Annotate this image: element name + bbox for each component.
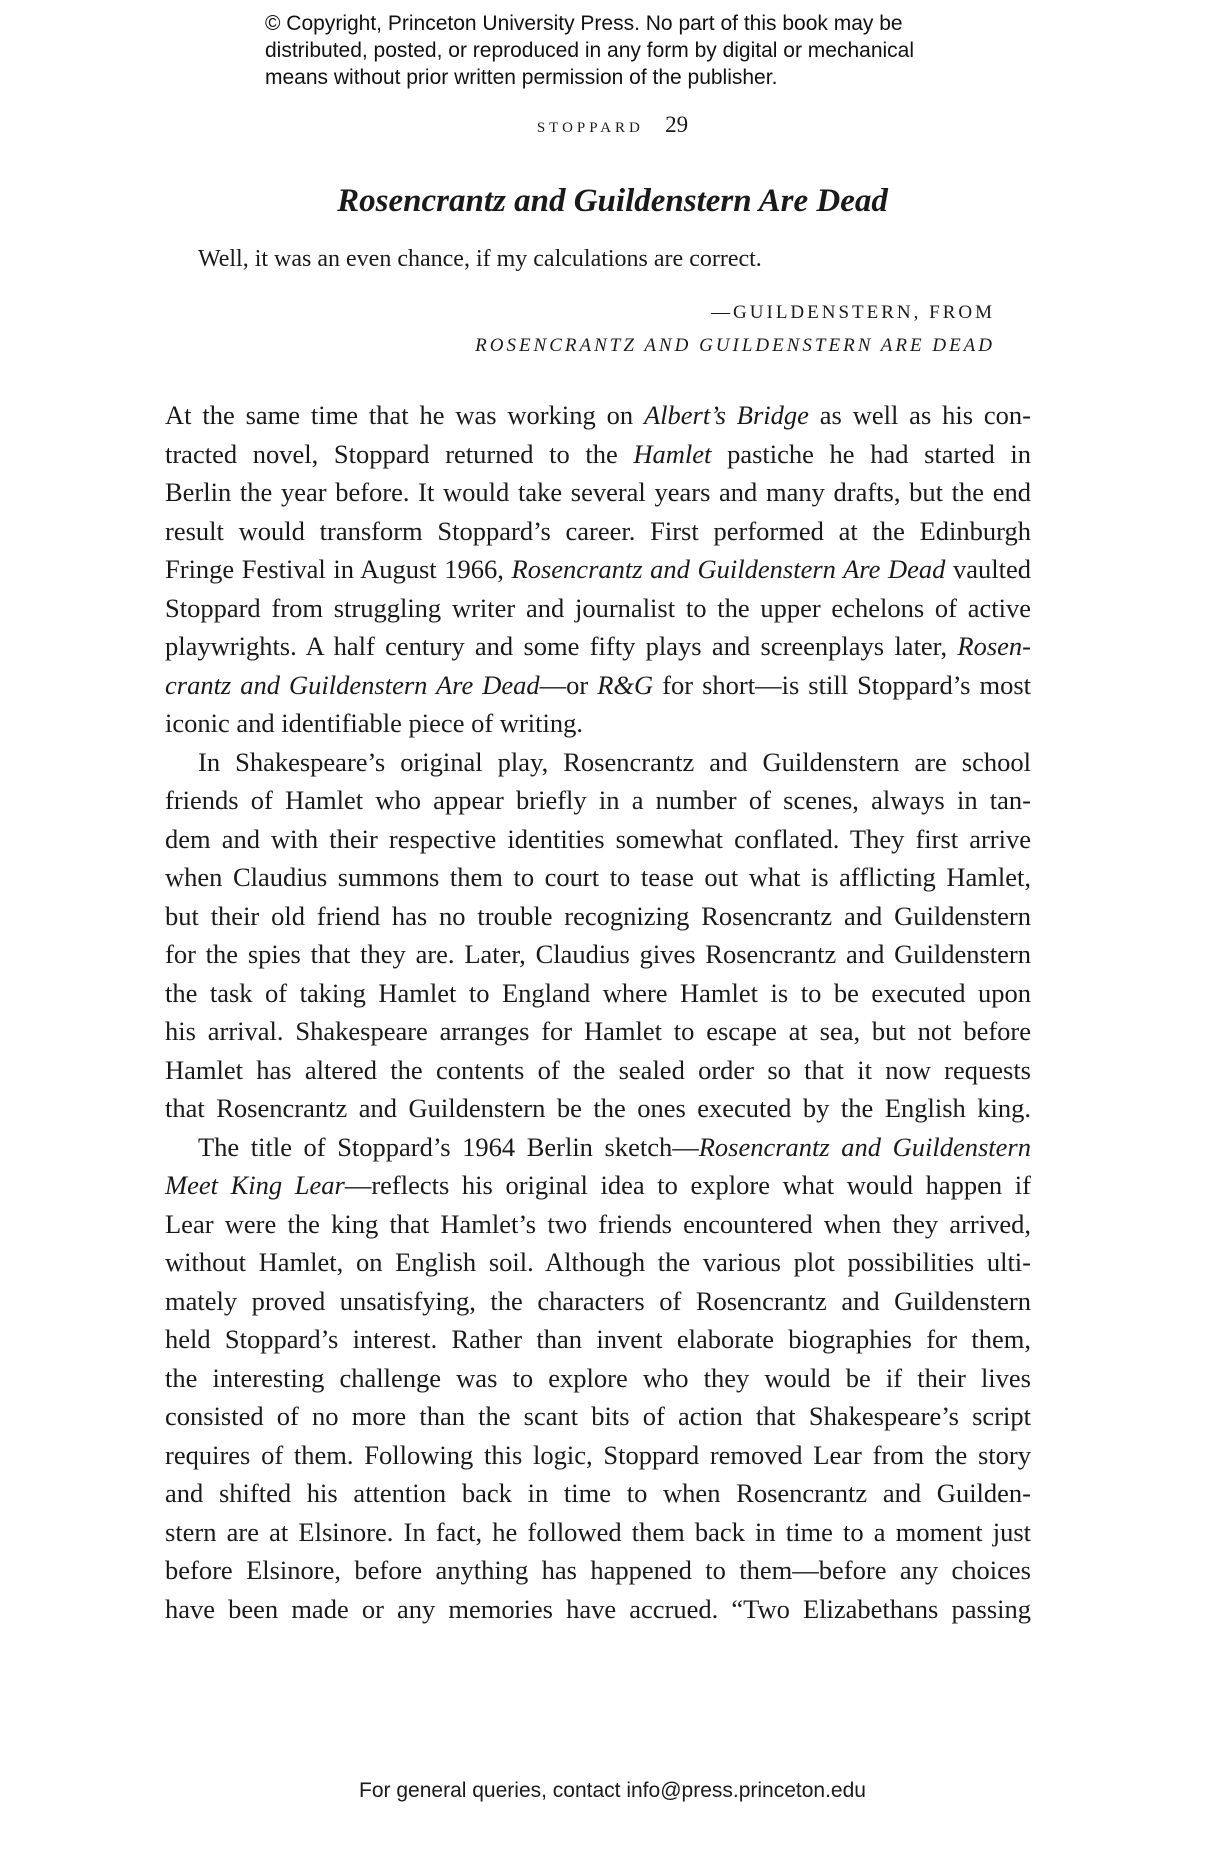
chapter-title: Rosencrantz and Guildenstern Are Dead [337,183,888,219]
body-line: The title of Stoppard’s 1964 Berlin sketch—Rosencrantz and Guildenstern [198,1131,1031,1162]
epigraph-quote: Well, it was an even chance, if my calculations are correct. [198,246,762,272]
copyright-notice [265,10,1025,91]
body-line: consisted of no more than the scant bits of action that Shakespeare’s script [165,1401,1031,1431]
body-line: Fringe Festival in August 1966, Rosencrantz and Guildenstern Are Dead vaulted [165,554,1031,584]
body-line: Lear were the king that Hamlet’s two friends encountered when they arrived, [165,1208,1031,1239]
body-line: requires of them. Following this logic, Stoppard removed Lear from the story [165,1439,1031,1470]
body-line: but their old friend has no trouble recognizing Rosencrantz and Guildenstern [165,900,1031,931]
footer-contact: For general queries, contact info@press.princeton.edu [359,1779,866,1802]
copyright-line: means without prior written permission of the publisher. [265,66,778,89]
running-head-title: stoppard [536,112,644,137]
body-line: result would transform Stoppard’s career. First performed at the Edinburgh [165,515,1031,546]
body-line: have been made or any memories have accrued. “Two Elizabethans passing [165,1593,1031,1624]
body-line: the task of taking Hamlet to England where Hamlet is to be executed upon [165,977,1031,1008]
body-line: the interesting challenge was to explore who they would be if their lives [165,1362,1031,1393]
attribution-speaker: —GUILDENSTERN, FROM [711,302,995,323]
copyright-line: © Copyright, Princeton University Press. No part of this book may be [265,12,903,35]
body-line: that Rosencrantz and Guildenstern be the ones executed by the English king. [165,1093,1031,1123]
body-line: Meet King Lear—reflects his original idea to explore what would happen if [165,1170,1031,1200]
body-line: his arrival. Shakespeare arranges for Hamlet to escape at sea, but not before [165,1016,1031,1046]
epigraph-attribution [475,296,995,362]
body-line: In Shakespeare’s original play, Rosencrantz and Guildenstern are school [198,746,1031,777]
attribution-source: ROSENCRANTZ AND GUILDENSTERN ARE DEAD [475,335,995,356]
body-line: tracted novel, Stoppard returned to the Hamlet pastiche he had started in [165,438,1031,469]
body-line: stern are at Elsinore. In fact, he followed them back in time to a moment just [165,1516,1031,1547]
body-line: friends of Hamlet who appear briefly in a number of scenes, always in tan- [165,785,1031,815]
copyright-line: distributed, posted, or reproduced in any form by digital or mechanical [265,39,915,62]
body-line: Stoppard from struggling writer and journalist to the upper echelons of active [165,592,1031,623]
body-line: Hamlet has altered the contents of the sealed order so that it now requests [165,1054,1031,1085]
body-line: mately proved unsatisfying, the characters of Rosencrantz and Guildenstern [165,1285,1031,1316]
body-line: without Hamlet, on English soil. Although the various plot possibilities ulti- [165,1247,1031,1277]
body-line: playwrights. A half century and some fifty plays and screenplays later, Rosen- [165,631,1031,661]
body-text [165,396,1031,1628]
body-line: held Stoppard’s interest. Rather than invent elaborate biographies for them, [165,1324,1031,1354]
page-number: 29 [665,112,689,137]
body-line: iconic and identifiable piece of writing. [165,708,583,738]
body-line: and shifted his attention back in time to when Rosencrantz and Guilden- [165,1478,1031,1508]
body-line: crantz and Guildenstern Are Dead—or R&G for short—is still Stoppard’s most [165,669,1031,700]
running-head [0,112,1225,138]
body-line: At the same time that he was working on Albert’s Bridge as well as his con- [165,400,1031,430]
body-line: Berlin the year before. It would take several years and many drafts, but the end [165,477,1031,507]
body-line: dem and with their respective identities somewhat conflated. They first arrive [165,823,1031,854]
body-line: for the spies that they are. Later, Claudius gives Rosencrantz and Guildenstern [165,939,1031,969]
body-line: when Claudius summons them to court to tease out what is afflicting Hamlet, [165,862,1031,892]
body-line: before Elsinore, before anything has happened to them—before any choices [165,1555,1031,1585]
